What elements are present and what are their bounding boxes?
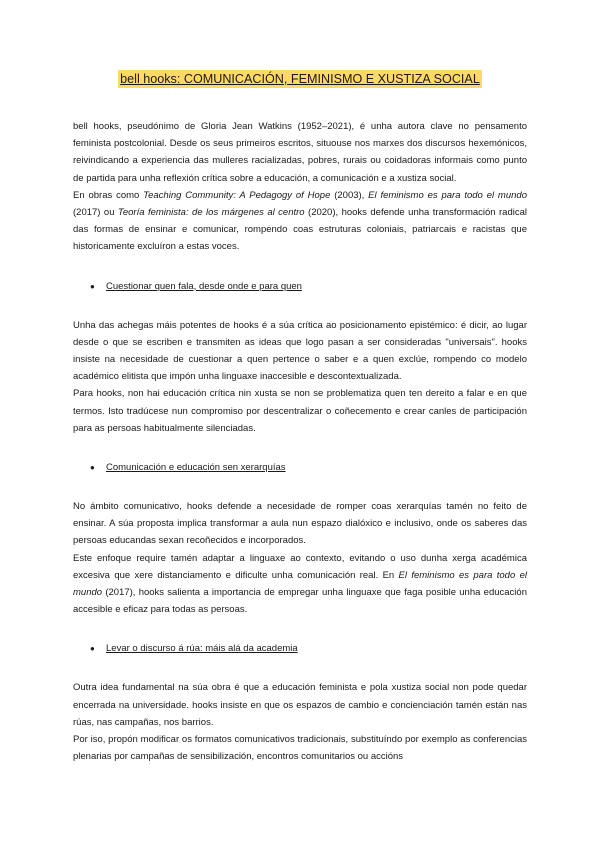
section-1-heading (90, 278, 527, 295)
book-title-feminismo: El feminismo es para todo el mundo (368, 189, 527, 201)
document-title: bell hooks: COMUNICACIÓN, FEMINISMO E XUSTIZA SOCIAL (120, 72, 480, 86)
section-2-heading-text: Comunicación e educación sen xerarquías (106, 462, 286, 474)
section-1-heading-text: Cuestionar quen fala, desde onde e para quen (106, 280, 302, 292)
document-body (73, 118, 527, 765)
intro-p2-text-a: En obras como (73, 189, 144, 201)
section-2-paragraph-2 (73, 550, 527, 619)
book-title-teoria-feminista: Teoría feminista: de los márgenes al centro (117, 207, 305, 219)
section-2-p2-text-a: Este enfoque require tamén adaptar a linguaxe ao contexto, evitando o uso dunha xerga académica excesiva que xere distanciamento e dificulte unha comunicación real. En (73, 552, 527, 581)
section-3-paragraph-2: Por iso, propón modificar os formatos comunicativos tradicionais, substituíndo por exemplo as conferencias plenarias por campañas de sensibilización, encontros comunitarios ou accións (73, 734, 527, 763)
section-3-heading-text: Levar o discurso á rúa: máis alá da academia (106, 643, 298, 655)
bullet-icon: ● (90, 463, 95, 473)
bullet-icon: ● (90, 644, 95, 654)
intro-paragraph-2 (73, 187, 527, 256)
section-2-p2-text-b: (2017), hooks salienta a importancia de empregar unha linguaxe que faga posible unha educación accesible e eficaz para todas as persoas. (73, 587, 527, 616)
section-1-paragraph-1: Unha das achegas máis potentes de hooks é a súa crítica ao posicionamento epistémico: é dicir, ao lugar desde o que se escriben e transmiten as ideas que logo pasan a ser consideradas "universais". hooks insiste na necesidade de cuestionar a quen pertence o saber e a quen exclúe, rompendo co modelo académico elitista que impón unha linguaxe inaccesible e descontextualizada. (73, 319, 527, 383)
book-title-teaching-community: Teaching Community: A Pedagogy of Hope (143, 189, 331, 201)
intro-p2-text-c: (2017) ou (73, 207, 118, 219)
section-2-paragraph-1: No ámbito comunicativo, hooks defende a necesidade de romper coas xerarquías tamén no feito de ensinar. A súa proposta implica transformar a aula nun espazo dialóxico e inclusivo, onde os saberes das persoas educandas sexan recoñecidos e incorporados. (73, 501, 527, 547)
intro-p2-text-d: (2020), hooks defende unha transformación radical das formas de ensinar e comunicar, rompendo coas estruturas coloniais, patriarcais e racistas que historicamente excluíron a estas voces. (73, 207, 528, 253)
bullet-icon: ● (90, 281, 95, 291)
section-3-heading (90, 640, 527, 657)
section-1-paragraph-2: Para hooks, non hai educación crítica nin xusta se non se problematiza quen ten dereito a falar e en que termos. Isto tradúcese nun compromiso por descentralizar o coñecemento e crear canles de participación para as persoas habitualmente silenciadas. (73, 388, 527, 434)
title-wrap (73, 0, 527, 88)
book-title-feminismo: El feminismo es para todo el mundo (73, 569, 527, 599)
section-2-heading (90, 459, 527, 476)
intro-paragraph-1: bell hooks, pseudónimo de Gloria Jean Watkins (1952–2021), é unha autora clave no pensamento feminista postcolonial. Desde os seus primeiros escritos, situouse nos marxes dos discursos hexemónicos, reivindicando a experiencia das mulleres racializadas, pobres, rurais ou coidadoras informais como punto de partida para unha reflexión crítica sobre a educación, a comunicación e a xustiza social. (73, 121, 527, 184)
section-3-paragraph-1: Outra idea fundamental na súa obra é que a educación feminista e pola xustiza social non pode quedar encerrada na universidade. hooks insiste en que os espazos de cambio e concienciación tamén están nas rúas, nas campañas, nos barrios. (73, 682, 527, 728)
intro-p2-text-b: (2003), (330, 189, 369, 201)
